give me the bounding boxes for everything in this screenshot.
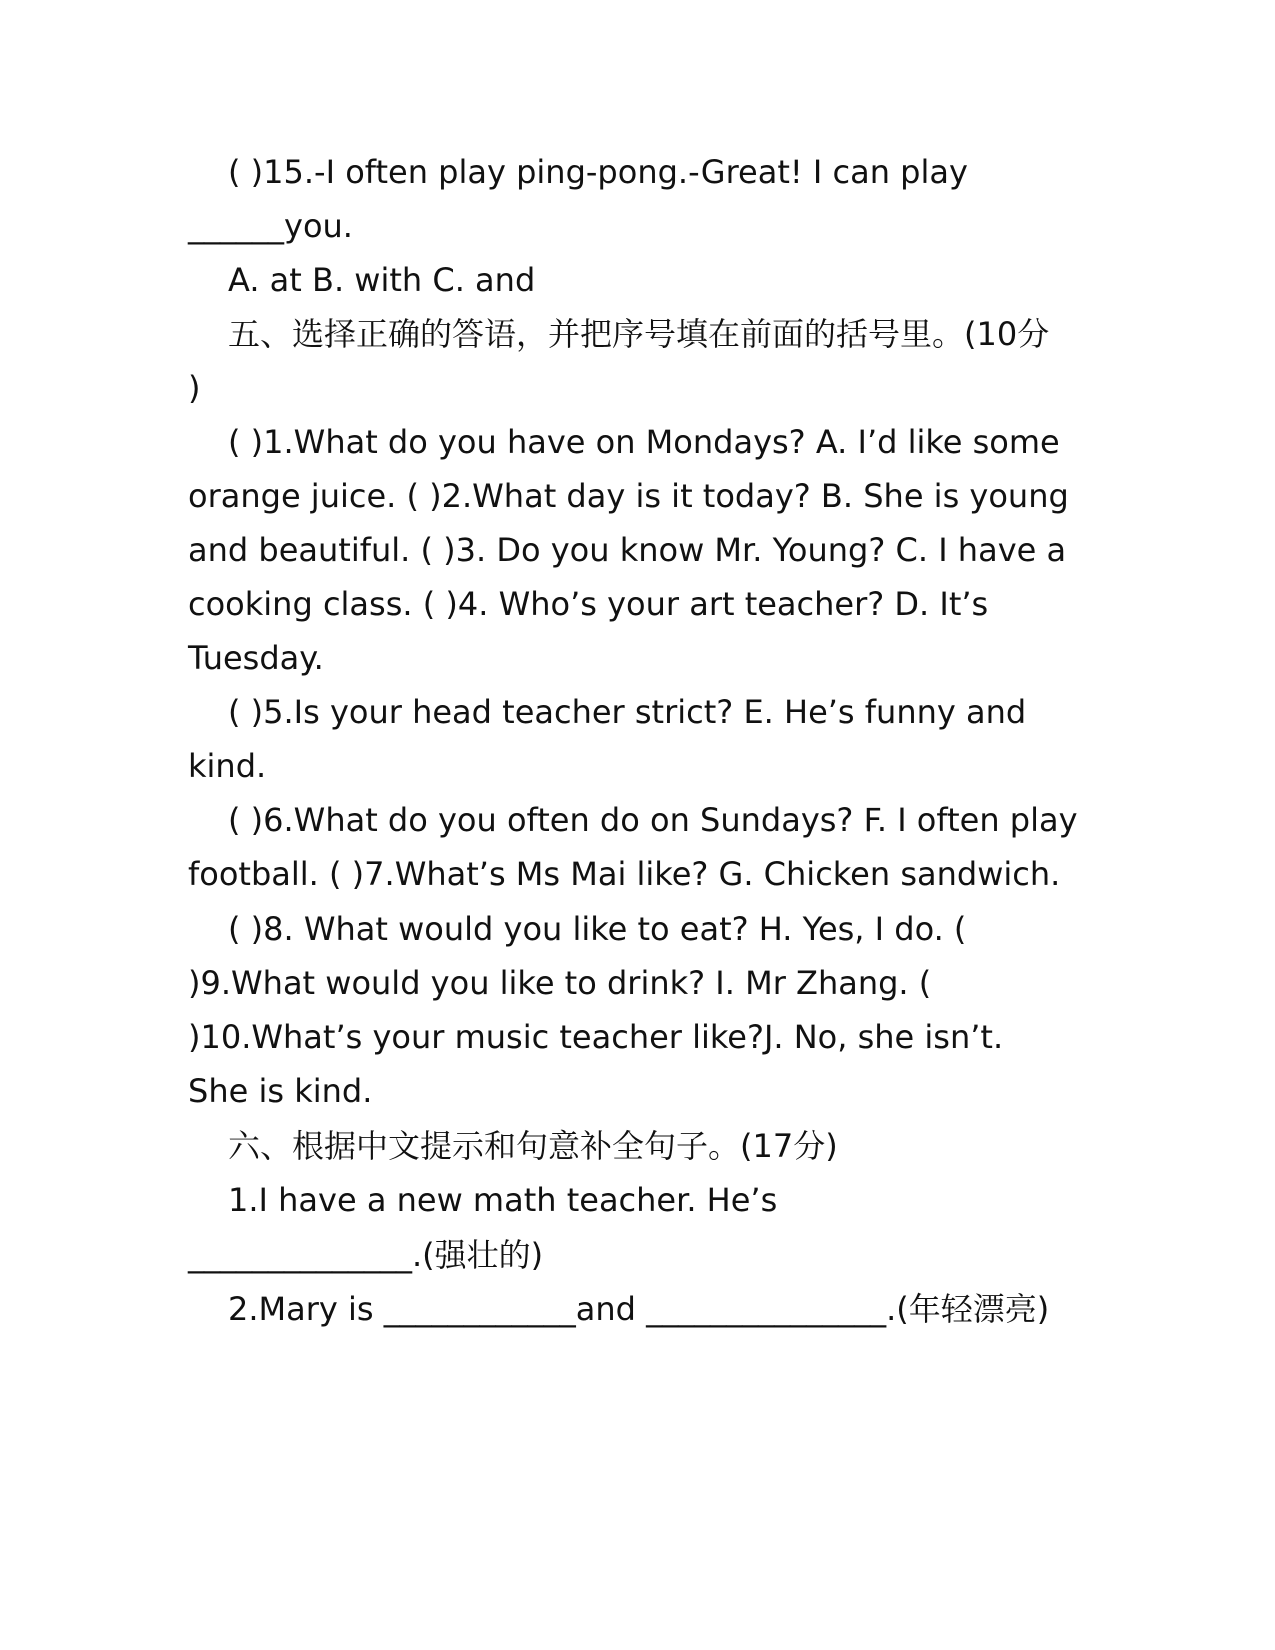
matching-line-5: Tuesday. — [188, 639, 324, 677]
matching-line-10: ( )8. What would you like to eat? H. Yes, I do. ( — [228, 910, 967, 948]
question-15-options: A. at B. with C. and — [228, 261, 536, 299]
matching-line-8: ( )6.What do you often do on Sundays? F. I often play — [228, 801, 1078, 839]
matching-line-13: She is kind. — [188, 1072, 373, 1110]
matching-line-12: )10.What’s your music teacher like?J. No, she isn’t. — [188, 1018, 1004, 1056]
matching-line-6: ( )5.Is your head teacher strict? E. He’s funny and — [228, 693, 1027, 731]
completion-question-2: 2.Mary is ____________and _______________.(年轻漂亮) — [228, 1290, 1050, 1328]
section-five-heading: 五、选择正确的答语，并把序号填在前面的括号里。(10分 — [228, 315, 1050, 353]
question-15-line: ( )15.-I often play ping-pong.-Great! I can play — [228, 153, 968, 191]
matching-line-2: orange juice. ( )2.What day is it today? B. She is young — [188, 477, 1069, 515]
completion-question-1: 1.I have a new math teacher. He’s — [228, 1181, 778, 1219]
completion-question-1-blank: ______________.(强壮的) — [188, 1236, 544, 1274]
matching-line-3: and beautiful. ( )3. Do you know Mr. Young? C. I have a — [188, 531, 1067, 569]
section-six-heading: 六、根据中文提示和句意补全句子。(17分) — [228, 1127, 838, 1165]
matching-line-7: kind. — [188, 747, 267, 785]
matching-line-1: ( )1.What do you have on Mondays? A. I’d like some — [228, 423, 1060, 461]
matching-line-9: football. ( )7.What’s Ms Mai like? G. Chicken sandwich. — [188, 855, 1061, 893]
matching-line-11: )9.What would you like to drink? I. Mr Zhang. ( — [188, 964, 932, 1002]
question-15-blank-line: ______you. — [188, 207, 353, 245]
section-five-heading-continuation: ) — [188, 369, 201, 407]
matching-line-4: cooking class. ( )4. Who’s your art teacher? D. It’s — [188, 585, 989, 623]
